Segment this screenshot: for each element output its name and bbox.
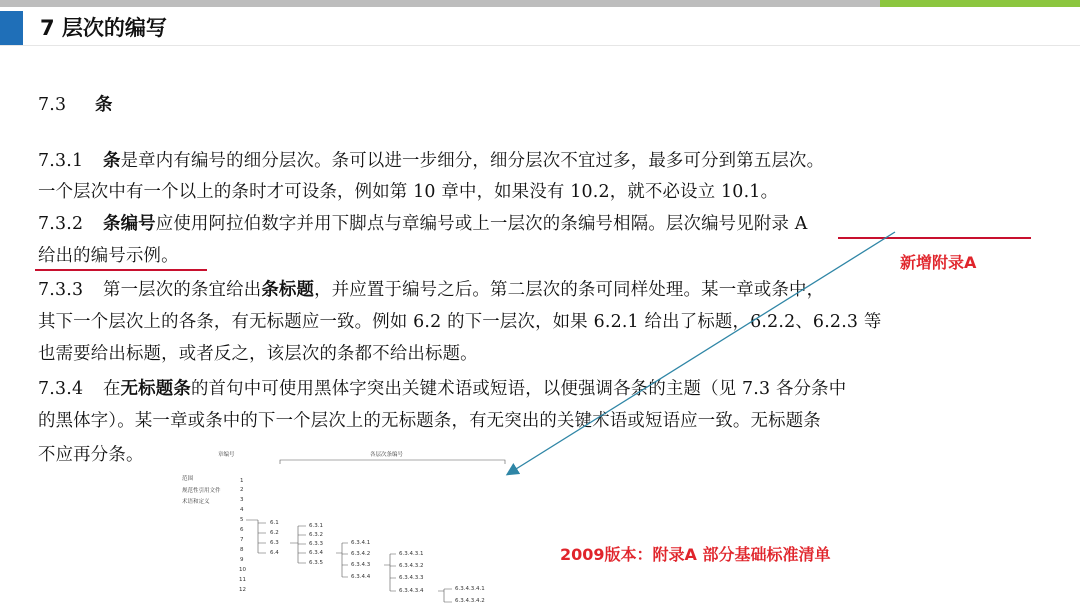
section-title: 条 xyxy=(95,95,113,115)
clause-number: 7.3.4 xyxy=(38,379,84,399)
clause-text: 在 xyxy=(103,379,121,399)
tree-node-l5: 6.3.4.3.4.2 xyxy=(455,598,485,604)
tree-chapter: 4 xyxy=(240,507,244,513)
tree-node-l2: 6.3.5 xyxy=(309,560,323,566)
tree-chapter: 10 xyxy=(239,567,246,573)
tree-chapter: 9 xyxy=(240,557,244,563)
tree-chapter: 5 xyxy=(240,517,244,523)
clause-keyword: 无标题条 xyxy=(120,379,191,399)
clause-text: 应使用阿拉伯数字并用下脚点与章编号或上一层次的条编号相隔。层次编号见附录 A xyxy=(155,214,808,234)
tree-node-l1: 6.4 xyxy=(270,550,279,556)
tree-left-label: 术语和定义 xyxy=(182,499,210,505)
tree-chapter: 1 xyxy=(240,478,244,484)
clause-number: 7.3.3 xyxy=(38,280,84,300)
tree-chapter: 11 xyxy=(239,577,246,583)
tree-connectors xyxy=(170,450,510,605)
tree-chapter: 2 xyxy=(240,487,244,493)
clause-7-3-1-line-2: 一个层次中有一个以上的条时才可设条，例如第 10 章中，如果没有 10.2，就不必设立 10.1。 xyxy=(38,182,779,202)
clause-7-3-4-line-3: 不应再分条。 xyxy=(38,445,144,465)
tree-node-l3: 6.3.4.4 xyxy=(351,574,371,580)
numbering-tree-figure xyxy=(170,450,510,605)
clause-7-3-2-line-2: 给出的编号示例。 xyxy=(38,246,179,266)
tree-header-chapter: 章编号 xyxy=(218,452,235,458)
tree-node-l2: 6.3.3 xyxy=(309,541,323,547)
tree-node-l3: 6.3.4.3 xyxy=(351,562,371,568)
clause-text: 第一层次的条宜给出 xyxy=(103,280,262,300)
clause-7-3-3-line-3: 也需要给出标题，或者反之，该层次的条都不给出标题。 xyxy=(38,344,478,364)
tree-node-l5: 6.3.4.3.4.1 xyxy=(455,586,485,592)
tree-chapter: 8 xyxy=(240,547,244,553)
new-appendix-label: 新增附录A xyxy=(900,253,977,272)
tree-chapter: 7 xyxy=(240,537,244,543)
clause-number: 7.3.2 xyxy=(38,214,84,234)
tree-node-l2: 6.3.4 xyxy=(309,550,323,556)
tree-chapter: 12 xyxy=(239,587,246,593)
clause-7-3-3-line-2: 其下一个层次上的各条，有无标题应一致。例如 6.2 的下一层次，如果 6.2.1 给出了标题，6.2.2、6.2.3 等 xyxy=(38,312,882,332)
tree-chapter: 6 xyxy=(240,527,244,533)
tree-node-l1: 6.2 xyxy=(270,530,279,536)
tree-node-l1: 6.1 xyxy=(270,520,279,526)
tree-node-l3: 6.3.4.1 xyxy=(351,540,371,546)
clause-text: ，并应置于编号之后。第二层次的条可同样处理。某一章或条中， xyxy=(314,280,825,300)
section-number: 7.3 xyxy=(38,95,67,115)
tree-left-label: 范围 xyxy=(182,476,194,482)
tree-left-label: 规范性引用文件 xyxy=(182,488,221,494)
tree-header-levels: 各层次条编号 xyxy=(370,452,404,458)
tree-node-l4: 6.3.4.3.4 xyxy=(399,588,424,594)
tree-chapter: 3 xyxy=(240,497,244,503)
clause-number: 7.3.1 xyxy=(38,151,84,171)
tree-node-l1: 6.3 xyxy=(270,540,279,546)
tree-node-l2: 6.3.1 xyxy=(309,523,323,529)
tree-node-l4: 6.3.4.3.2 xyxy=(399,563,424,569)
tree-node-l4: 6.3.4.3.3 xyxy=(399,575,424,581)
slide-title: 7 层次的编写 xyxy=(40,16,167,40)
tree-node-l4: 6.3.4.3.1 xyxy=(399,551,424,557)
clause-text: 是章内有编号的细分层次。条可以进一步细分，细分层次不宜过多，最多可分到第五层次。 xyxy=(120,151,825,171)
clause-keyword: 条标题 xyxy=(261,280,315,300)
clause-keyword: 条 xyxy=(103,151,121,171)
tree-node-l2: 6.3.2 xyxy=(309,532,323,538)
clause-keyword: 条编号 xyxy=(103,214,156,234)
tree-node-l3: 6.3.4.2 xyxy=(351,551,371,557)
clause-7-3-4-line-2: 的黑体字）。某一章或条中的下一个层次上的无标题条，有无突出的关键术语或短语应一致。无标题条 xyxy=(38,411,821,431)
clause-text: 的首句中可使用黑体字突出关键术语或短语，以便强调各条的主题（见 7.3 各分条中 xyxy=(190,379,847,399)
version-note-label: 2009版本：附录A 部分基础标准清单 xyxy=(560,545,831,564)
